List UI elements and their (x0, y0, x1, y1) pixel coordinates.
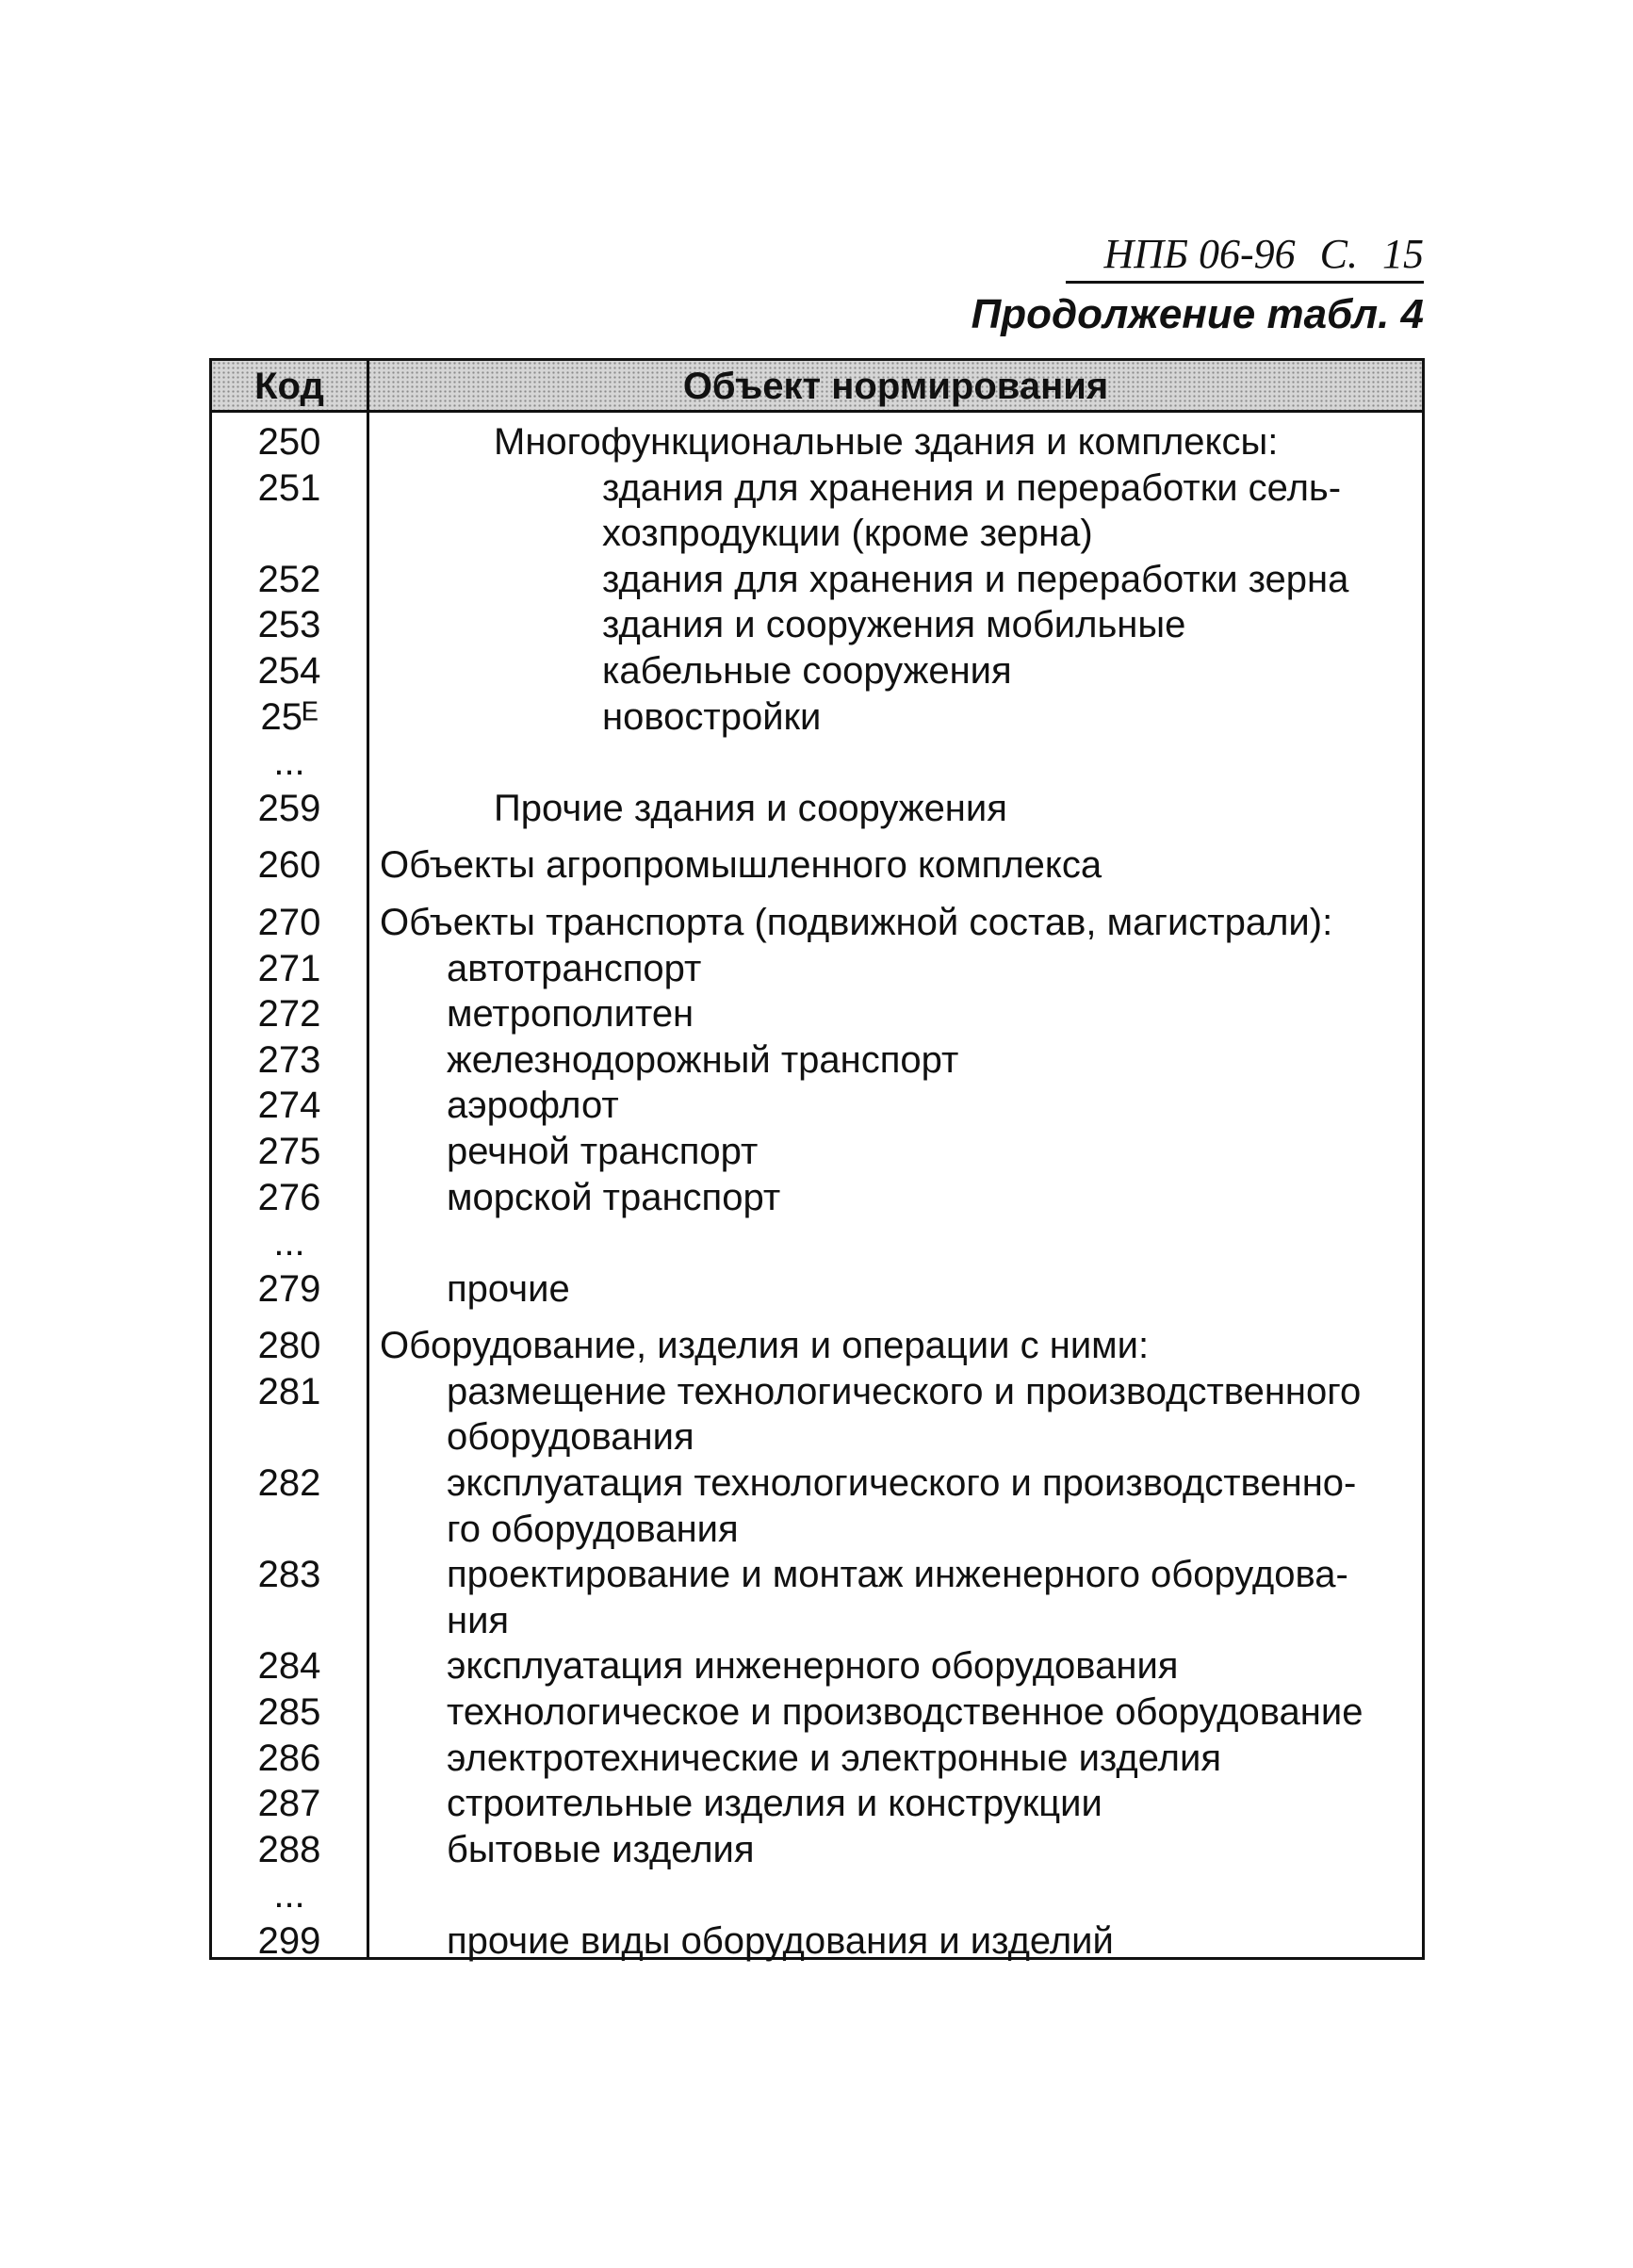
table-row (212, 465, 1422, 557)
column-header-object: Объект нормирования (682, 366, 1109, 407)
table-row (212, 1736, 1422, 1782)
row-text: прочие виды оборудования и изделий (447, 1920, 1114, 1962)
table-row (212, 842, 1422, 889)
table-row (212, 991, 1422, 1037)
row-text (367, 1872, 1422, 1918)
row-text: новостройки (602, 695, 822, 738)
row-code: 273 (257, 1038, 321, 1081)
table-row (212, 1689, 1422, 1736)
doc-code: НПБ 06-96 (1103, 231, 1296, 277)
page-label: С. (1319, 231, 1358, 277)
table-row (212, 1266, 1422, 1313)
table-row (212, 648, 1422, 694)
row-text: бытовые изделия (447, 1828, 755, 1870)
row-text: автотранспорт (447, 947, 702, 989)
column-header-code: Код (254, 366, 324, 407)
table-row (212, 1827, 1422, 1873)
row-text: прочие (447, 1267, 570, 1310)
row-text: морской транспорт (447, 1176, 781, 1218)
table-row (212, 1175, 1422, 1221)
row-code: ... (273, 1874, 305, 1917)
row-text: здания для хранения и переработки сель- хозпродукции (кроме зерна) (602, 466, 1342, 555)
row-text: Прочие здания и сооружения (494, 787, 1007, 829)
row-code: 284 (257, 1645, 321, 1688)
table-row (212, 1323, 1422, 1369)
row-text: кабельные сооружения (602, 649, 1012, 692)
row-text: Оборудование, изделия и операции с ними: (380, 1325, 1150, 1367)
row-code: 288 (257, 1828, 321, 1870)
page-number: 15 (1382, 231, 1424, 277)
table-row (212, 557, 1422, 603)
row-code: 254 (257, 649, 321, 692)
row-text: проектирование и монтаж инженерного оборудова- ния (447, 1554, 1348, 1641)
table-row (212, 1037, 1422, 1084)
table-caption: Продолжение табл. 4 (971, 291, 1424, 337)
table-row (212, 1872, 1422, 1918)
row-text: эксплуатация инженерного оборудования (447, 1645, 1179, 1688)
table-row (212, 1918, 1422, 1965)
row-code: 253 (257, 604, 321, 646)
table-row (212, 1369, 1422, 1460)
row-text (367, 740, 1422, 786)
row-text: Объекты транспорта (подвижной состав, магистрали): (380, 901, 1333, 943)
row-code: 287 (257, 1783, 321, 1825)
row-code: 285 (257, 1691, 321, 1734)
row-text: аэрофлот (447, 1085, 619, 1127)
row-text: строительные изделия и конструкции (447, 1783, 1102, 1825)
row-code: ... (273, 1222, 305, 1265)
row-code: 270 (257, 901, 321, 943)
table-body (212, 419, 1422, 1965)
row-code: 251 (257, 466, 321, 509)
row-text: Объекты агропромышленного комплекса (380, 844, 1102, 887)
table-row (212, 1552, 1422, 1643)
table-row (212, 900, 1422, 946)
row-code: 283 (257, 1554, 321, 1596)
row-text (367, 1220, 1422, 1266)
table-row (212, 740, 1422, 786)
row-code: 299 (257, 1920, 321, 1962)
row-code: 252 (257, 558, 321, 600)
row-text: здания для хранения и переработки зерна (602, 558, 1349, 600)
table-row (212, 1643, 1422, 1689)
table-row (212, 1083, 1422, 1129)
row-code: 274 (257, 1085, 321, 1127)
row-text: здания и сооружения мобильные (602, 604, 1186, 646)
row-code: ... (273, 742, 305, 784)
row-text: технологическое и производственное оборудование (447, 1691, 1364, 1734)
page-header (1066, 230, 1424, 284)
table-row (212, 419, 1422, 465)
row-code: 272 (257, 993, 321, 1036)
table-row (212, 694, 1422, 741)
table-row (212, 1781, 1422, 1827)
row-code: 276 (257, 1176, 321, 1218)
table-row (212, 1460, 1422, 1552)
row-code: 281 (257, 1370, 321, 1412)
table-header (212, 361, 1422, 413)
codes-table (209, 358, 1425, 1960)
row-text: речной транспорт (447, 1130, 759, 1172)
row-code: 279 (257, 1267, 321, 1310)
row-text: железнодорожный транспорт (447, 1038, 959, 1081)
table-row (212, 1129, 1422, 1175)
table-row (212, 946, 1422, 992)
row-code: 250 (257, 421, 321, 463)
row-text: Многофункциональные здания и комплексы: (494, 421, 1279, 463)
row-code: 280 (257, 1325, 321, 1367)
table-row (212, 1220, 1422, 1266)
row-code: 271 (257, 947, 321, 989)
row-code: 25ᴱ (260, 695, 318, 738)
row-code: 282 (257, 1462, 321, 1505)
row-text: размещение технологического и производственного оборудования (447, 1370, 1362, 1459)
row-text: эксплуатация технологического и производственно- го оборудования (447, 1462, 1357, 1550)
row-text: электротехнические и электронные изделия (447, 1737, 1221, 1779)
row-code: 260 (257, 844, 321, 887)
row-code: 275 (257, 1130, 321, 1172)
row-code: 286 (257, 1737, 321, 1779)
table-row (212, 786, 1422, 832)
row-text: метрополитен (447, 993, 694, 1036)
table-row (212, 602, 1422, 648)
row-code: 259 (257, 787, 321, 829)
